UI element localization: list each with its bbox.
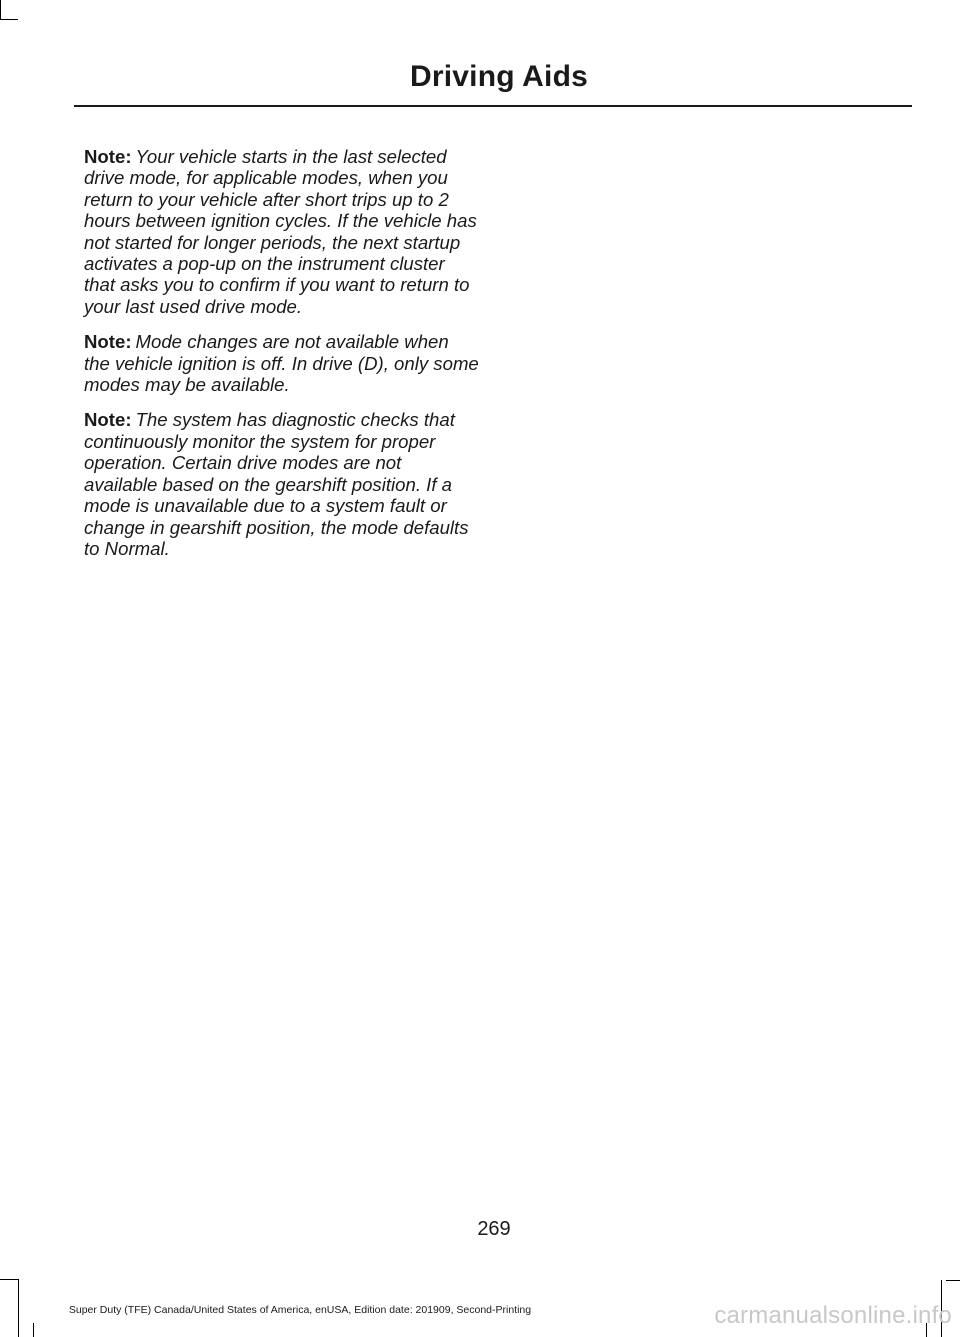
note-paragraph <box>84 409 479 559</box>
crop-mark-top-left-vertical <box>0 0 1 20</box>
note-text: Mode changes are not available when the vehicle ignition is off. In drive (D), only some modes may be available. <box>84 331 479 396</box>
header-divider <box>74 105 912 107</box>
note-text: Your vehicle starts in the last selected drive mode, for applicable modes, when you return to your vehicle after short trips up to 2 hours between ignition cycles. If the vehicle has not started for longer periods, the next startup activates a pop-up on the instrument cluster that asks you to confirm if you want to return to your last used drive mode. <box>84 146 477 317</box>
note-paragraph <box>84 331 479 395</box>
note-label: Note: <box>84 409 132 431</box>
edition-footer: Super Duty (TFE) Canada/United States of America, enUSA, Edition date: 201909, Second-Printing <box>68 1304 532 1316</box>
note-paragraph <box>84 146 479 317</box>
content-column <box>84 146 479 573</box>
watermark[interactable]: carmanualsonline.info <box>714 1302 952 1329</box>
crop-mark-bottom-left-horizontal <box>0 1279 19 1280</box>
page-section-title: Driving Aids <box>410 60 588 93</box>
note-text: The system has diagnostic checks that continuously monitor the system for proper operation. Certain drive modes are not available based on the gearshift position. If a mode is unavailable due to a system fault or change in gearshift position, the mode defaults to Normal. <box>84 409 469 559</box>
note-label: Note: <box>84 146 132 167</box>
crop-mark-right-horizontal <box>946 1280 960 1281</box>
page-number: 269 <box>477 1218 511 1240</box>
crop-mark-top-left-horizontal <box>0 19 18 20</box>
note-label: Note: <box>84 331 132 353</box>
crop-mark-bottom-left-tick <box>33 1323 34 1337</box>
